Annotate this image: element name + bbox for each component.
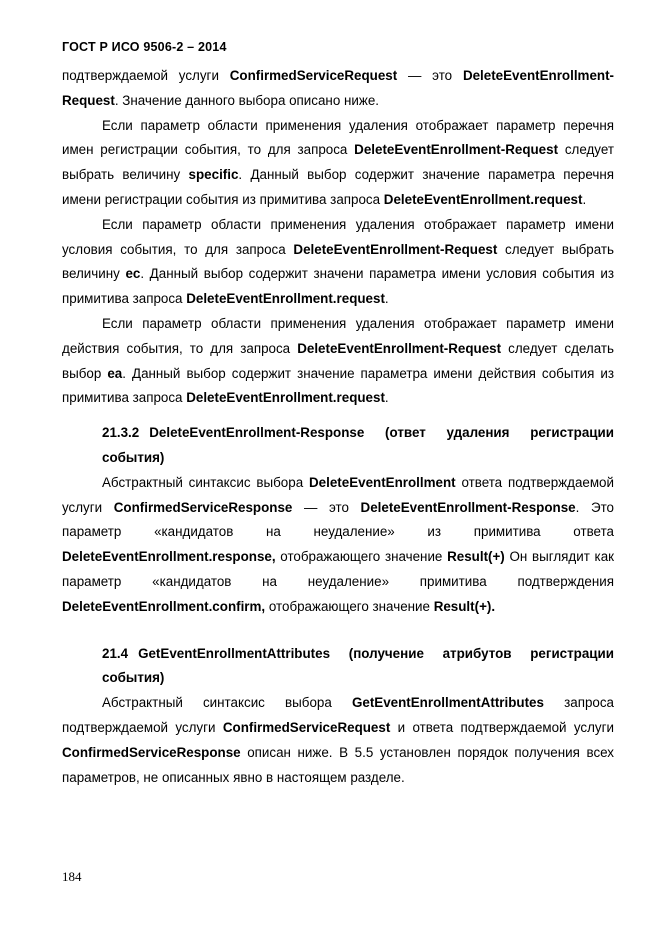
text-run: описан ниже. В 5.5 установлен порядок получения всех параметров, не описанных явно в настоящем разделе. bbox=[62, 744, 614, 785]
text-run: . Это параметр «кандидатов на неудаление» из примитива ответа bbox=[62, 499, 614, 540]
term-bold: ConfirmedServiceResponse bbox=[62, 744, 241, 760]
body-paragraph bbox=[62, 114, 614, 213]
text-run: следует выбрать величину bbox=[62, 142, 614, 183]
text-run: отображающего значение bbox=[265, 598, 434, 614]
term-bold: DeleteEventEnrollment.request bbox=[186, 291, 385, 307]
body-paragraph bbox=[62, 691, 614, 790]
term-bold: Result(+) bbox=[447, 549, 505, 565]
text-run: Если параметр области применения удаления отображает параметр перечня имен регистрации события, то для запроса bbox=[62, 117, 614, 158]
term-bold: DeleteEventEnrollment-Request bbox=[62, 68, 614, 108]
term-bold: specific bbox=[188, 167, 239, 183]
term-bold: ea bbox=[107, 365, 123, 381]
text-run: отображающего значение bbox=[275, 549, 448, 565]
text-run: . Данный выбор содержит значение параметра перечня имени регистрации события из примитива запроса bbox=[62, 167, 614, 207]
text-run: подтверждаемой услуги bbox=[62, 68, 230, 83]
term-bold: DeleteEventEnrollment bbox=[309, 474, 456, 490]
text-run: Абстрактный синтаксис выбора bbox=[102, 474, 309, 490]
section-heading bbox=[62, 421, 614, 471]
term-bold: DeleteEventEnrollment.response, bbox=[62, 549, 276, 565]
page-number: 184 bbox=[62, 869, 82, 884]
body-paragraph bbox=[62, 64, 614, 114]
text-run: Если параметр области применения удаления отображает параметр имени условия события, то для запроса bbox=[62, 216, 614, 257]
term-bold: ec bbox=[125, 266, 141, 282]
text-run: — это bbox=[292, 499, 361, 515]
term-bold: DeleteEventEnrollment.request bbox=[186, 390, 385, 406]
text-run: следует выбрать величину bbox=[62, 241, 615, 282]
section-heading bbox=[62, 642, 614, 692]
term-bold: DeleteEventEnrollment-Request bbox=[293, 241, 498, 257]
term-bold: DeleteEventEnrollment.request bbox=[383, 191, 583, 207]
text-run: следует сделать выбор bbox=[62, 340, 615, 381]
text-run: Он выглядит как параметр «кандидатов на неудаление» примитива подтверждения bbox=[62, 549, 615, 589]
term-bold: DeleteEventEnrollment-Request bbox=[354, 142, 559, 158]
text-run: . Значение данного выбора описано ниже. bbox=[114, 92, 379, 108]
section-title: GetEventEnrollmentAttributes (получение атрибутов регистрации события) bbox=[102, 645, 614, 686]
text-run: Если параметр области применения удаления отображает параметр имени действия события, то для запроса bbox=[62, 315, 614, 356]
section-number: 21.4 bbox=[102, 645, 129, 661]
term-bold: ConfirmedServiceResponse bbox=[113, 499, 293, 515]
text-run: . bbox=[384, 390, 389, 406]
term-bold: DeleteEventEnrollment.confirm, bbox=[62, 598, 266, 614]
term-bold: ConfirmedServiceRequest bbox=[222, 719, 391, 735]
text-run: . Данный выбор содержит значени параметра имени условия события из примитива запроса bbox=[62, 266, 614, 307]
section-title: DeleteEventEnrollment-Response (ответ удаления регистрации события) bbox=[102, 425, 614, 465]
term-bold: DeleteEventEnrollment-Response bbox=[360, 499, 576, 515]
body-paragraph bbox=[62, 213, 614, 312]
term-bold: ConfirmedServiceRequest bbox=[229, 68, 398, 83]
text-run: . Данный выбор содержит значение параметра имени действия события из примитива запроса bbox=[62, 365, 614, 406]
text-run: ответа подтверждаемой услуги bbox=[62, 474, 614, 515]
text-run: . bbox=[384, 291, 389, 307]
text-run: Абстрактный синтаксис выбора bbox=[102, 695, 352, 711]
document-body bbox=[62, 64, 614, 790]
term-bold: DeleteEventEnrollment-Request bbox=[297, 340, 502, 356]
document-header: ГОСТ Р ИСО 9506-2 – 2014 bbox=[62, 40, 227, 54]
body-paragraph bbox=[62, 312, 614, 411]
text-run: запроса подтверждаемой услуги bbox=[62, 695, 614, 735]
section-number: 21.3.2 bbox=[102, 425, 140, 441]
term-bold: Result(+). bbox=[433, 598, 496, 614]
text-run: и ответа подтверждаемой услуги bbox=[390, 719, 614, 735]
body-paragraph bbox=[62, 471, 614, 620]
text-run: . bbox=[582, 191, 587, 207]
term-bold: GetEventEnrollmentAttributes bbox=[351, 695, 544, 711]
text-run: — это bbox=[397, 68, 463, 83]
